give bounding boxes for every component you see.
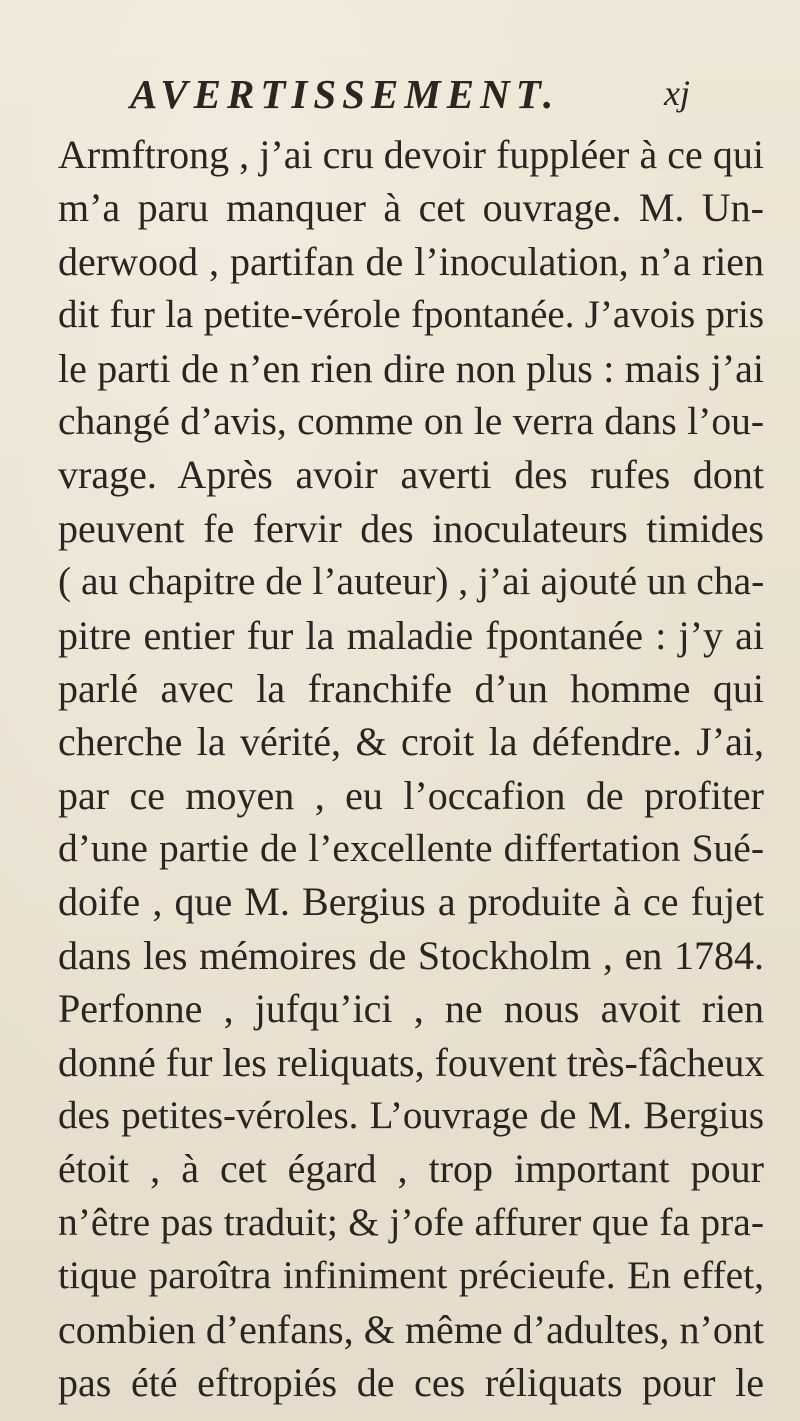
text-line: Perfonne , jufqu’ici , ne nous avoit rien: [58, 986, 764, 1032]
text-line: parlé avec la franchife d’un homme qui: [58, 665, 764, 711]
text-line: cherche la vérité, & croit la défendre. J’ai,: [58, 719, 764, 765]
text-line: ( au chapitre de l’auteur) , j’ai ajouté un cha-: [58, 559, 765, 604]
text-line: peuvent fe fervir des inoculateurs timides: [58, 505, 764, 551]
text-line: dans les mémoires de Stockholm , en 1784.: [58, 932, 764, 978]
text-line: tique paroîtra infiniment précieufe. En effet,: [58, 1253, 764, 1298]
page-header: [130, 70, 690, 126]
text-line: donné fur les reliquats, fouvent très-fâcheux: [58, 1039, 765, 1085]
text-line: combien d’enfans, & même d’adultes, n’ont: [58, 1306, 764, 1352]
text-line: derwood , partifan de l’inoculation, n’a rien: [58, 238, 764, 284]
text-line: d’une partie de l’excellente differtation Sué-: [58, 826, 764, 871]
text-line: n’être pas traduit; & j’ofe affurer que fa pra-: [58, 1199, 764, 1244]
text-line: pas été eftropiés de ces réliquats pour le: [58, 1359, 764, 1405]
text-line: le parti de n’en rien dire non plus : mais j’ai: [58, 345, 764, 391]
body-text: [58, 128, 764, 1409]
text-line: vrage. Après avoir averti des rufes dont: [58, 452, 764, 498]
text-line: Armftrong , j’ai cru devoir fuppléer à ce qui: [58, 132, 764, 177]
text-line: des petites-véroles. L’ouvrage de M. Bergius: [58, 1094, 764, 1138]
text-line: dit fur la petite-vérole fpontanée. J’avois pris: [58, 293, 764, 337]
text-line: par ce moyen , eu l’occafion de profiter: [58, 772, 764, 818]
running-title: AVERTISSEMENT.: [130, 71, 560, 117]
text-line: changé d’avis, comme on le verra dans l’ou-: [58, 398, 764, 443]
text-line: m’a paru manquer à cet ouvrage. M. Un-: [58, 185, 764, 231]
text-line: doife , que M. Bergius a produite à ce fujet: [58, 879, 764, 925]
page-number: xj: [664, 73, 690, 113]
text-line: pitre entier fur la maladie fpontanée : j’y ai: [58, 612, 764, 658]
text-line: étoit , à cet égard , trop important pour: [58, 1146, 764, 1192]
